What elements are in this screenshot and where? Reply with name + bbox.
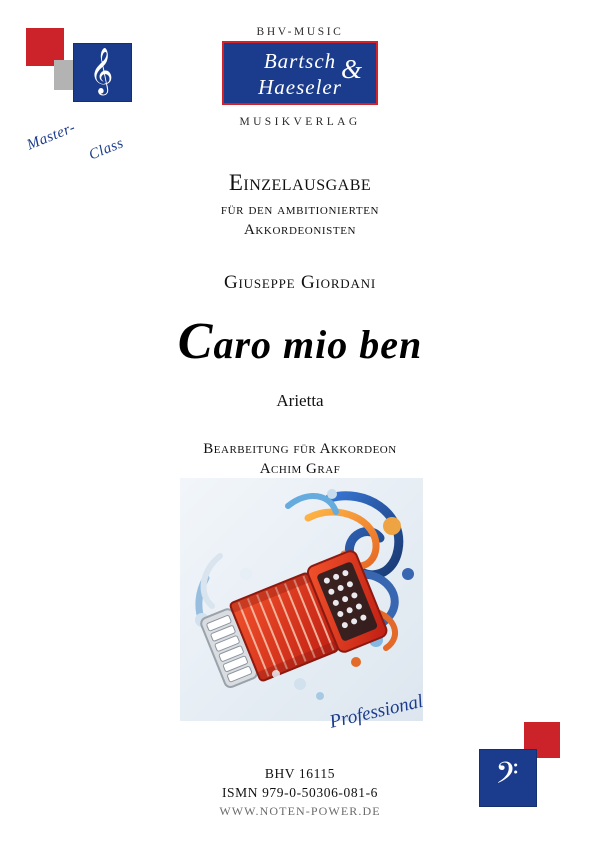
- publisher-logo: [0, 26, 600, 128]
- publisher-ampersand: &: [340, 54, 362, 84]
- publisher-name-line-2: Haeseler: [258, 75, 342, 99]
- publisher-name-line-1: Bartsch: [263, 49, 337, 73]
- edition-subtitle-1: für den ambitionierten: [220, 202, 380, 218]
- publisher-url[interactable]: WWW.NOTEN-POWER.DE: [219, 804, 381, 818]
- publisher-bottom-line: MUSIKVERLAG: [239, 116, 361, 128]
- edition-subtitle-2: Akkordeonisten: [243, 222, 357, 238]
- work-title-initial: C: [177, 313, 214, 370]
- publisher-top-line: BHV-MUSIC: [256, 26, 344, 38]
- footer: [0, 766, 600, 819]
- arranger-label: Bearbeitung für Akkordeon: [203, 441, 397, 457]
- order-number: BHV 16115: [264, 766, 336, 781]
- bass-clef-icon: 𝄢: [495, 757, 519, 798]
- cover-artwork: [180, 478, 423, 721]
- professional-badge: Professional: [327, 690, 426, 733]
- treble-clef-icon: 𝄞: [89, 48, 114, 94]
- work-title-rest: aro mio ben: [213, 322, 423, 367]
- arranger-name: Achim Graf: [259, 461, 341, 477]
- edition-title: Einzelausgabe: [228, 170, 372, 195]
- masterclass-word-1: Master-: [24, 119, 78, 154]
- ismn-number: ISMN 979-0-50306-081-6: [221, 785, 379, 800]
- masterclass-word-2: Class: [86, 135, 127, 164]
- composer-name-text: Giuseppe Giordani: [224, 272, 376, 293]
- composer-name: [0, 272, 600, 294]
- accordion-illustration: [180, 478, 423, 721]
- page-title: [0, 312, 600, 371]
- title-block: [0, 170, 600, 478]
- publisher-box: [222, 41, 378, 105]
- form-name: Arietta: [276, 391, 324, 410]
